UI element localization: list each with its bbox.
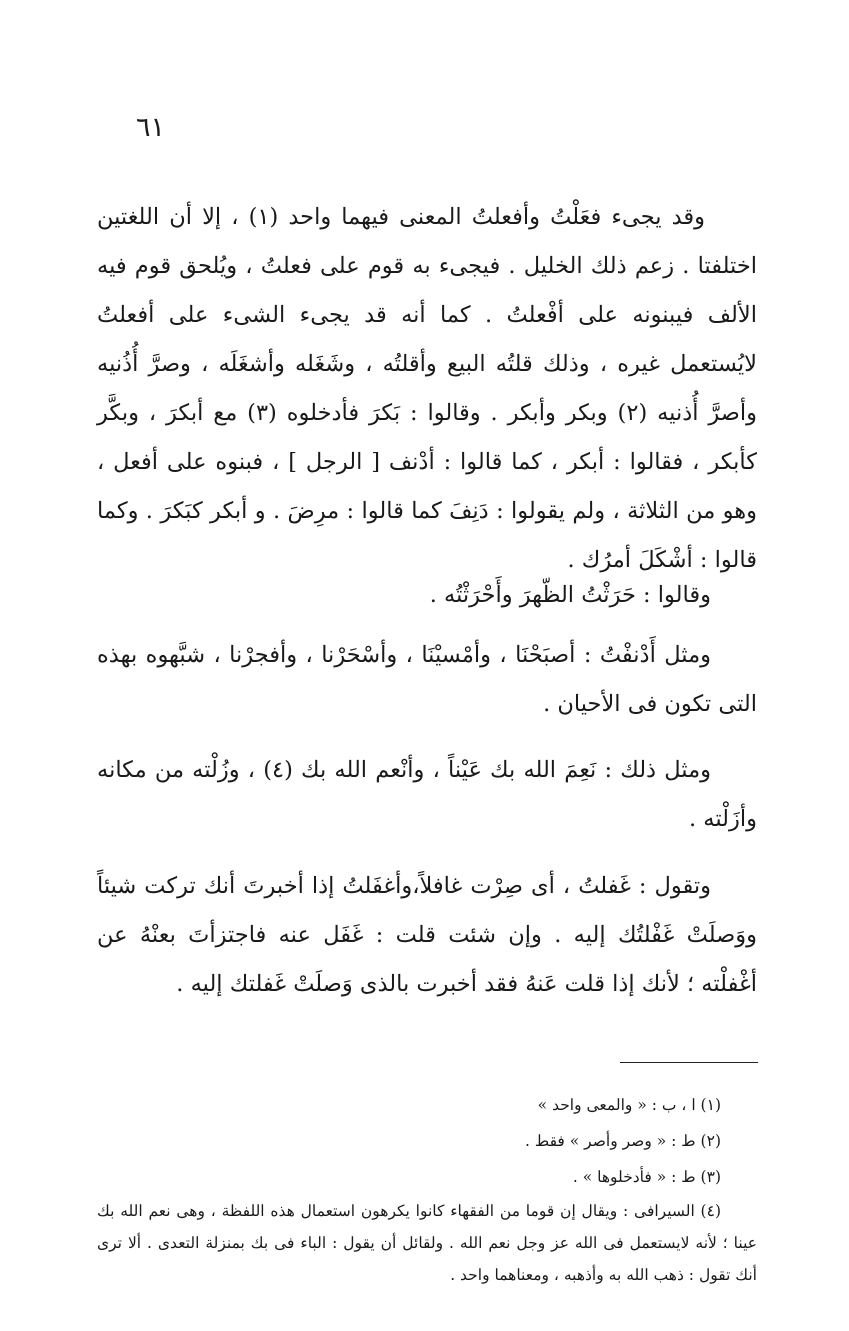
paragraph: وقد يجىء فعَلْتُ وأفعلتُ المعنى فيهما واحد (١) ، إلا أن اللغتين اختلفتا . زعم ذلك الخليل . فيجىء به قوم على فعلتُ ، ويُلحق قوم فيه الألف فيبنونه على أفْعلتُ . كما أنه قد يجىء الشىء على أفعلتُ لايُستعمل غيره ، وذلك قلتُه البيع وأقلتُه ، وشَغَله وأشغَلَه ، وصرَّ أُذُنيه وأصرَّ أُذنيه (٢) وبكر وأبكر . وقالوا : بَكرَ فأدخلوه (٣) مع أبكرَ ، وبكَّر كأبكر ، فقالوا : أبكر ، كما قالوا : أدْنف [ الرجل ] ، فبنوه على أفعل ، وهو من الثلاثة ، ولم يقولوا : دَنِفَ كما قالوا : مرِضَ . و أبكر كبَكرَ . وكما قالوا : أشْكَلَ أمرُك . (97, 204, 758, 573)
paragraph: ومثل ذلك : نَعِمَ الله بك عَيْناً ، وأنْعم الله بك (٤) ، وزُلْته من مكانه وأزَلْته . (97, 757, 757, 832)
page-number: ٦١ (136, 112, 166, 143)
main-text (97, 193, 757, 585)
footnote: (١) ا ، ب : « والمعى واحد » (537, 1096, 721, 1114)
footnote: (٢) ط : « وصر وأصر » فقط . (525, 1132, 721, 1150)
paragraph: وتقول : غَفلتُ ، أى صِرْت غافلاً،وأغفَلتُ إذا أخبرتَ أنك تركت شيئاً ووَصلَتْ غَفْلتُك إليه . وإن شئت قلت : غَفَل عنه فاجتزأتَ بعنْهُ عن أغْفلْته ؛ لأنك إذا قلت عَنهُ فقد أخبرت بالذى وَصلَتْ غَفلتك إليه . (97, 873, 757, 997)
main-text (97, 631, 757, 729)
main-text (97, 862, 757, 1009)
paragraph: وقالوا : حَرَثْتُ الظّهرَ وأَحْرَثْتُه . (429, 582, 711, 608)
main-text (97, 746, 757, 844)
main-text (97, 571, 757, 620)
footnote-divider (620, 1062, 758, 1063)
footnote: (٣) ط : « فأدخلوها » . (572, 1168, 721, 1186)
footnotes (97, 1087, 757, 1291)
footnote: (٤) السيرافى : ويقال إن قوما من الفقهاء كانوا يكرهون استعمال هذه اللفظة ، وهى نعم الله بك عينا ؛ لأنه لايستعمل فى الله عز وجل نعم الله . ولقائل أن يقول : الباء فى بك بمنزلة التعدى . ألا ترى أنك تقول : ذهب الله به وأذهبه ، ومعناهما واحد . (97, 1202, 757, 1284)
paragraph: ومثل أَدْنفْتُ : أصبَحْنَا ، وأمْسيْنَا ، وأسْحَرْنا ، وأفجرْنا ، شبَّهوه بهذه التى تكون فى الأحيان . (97, 642, 757, 717)
